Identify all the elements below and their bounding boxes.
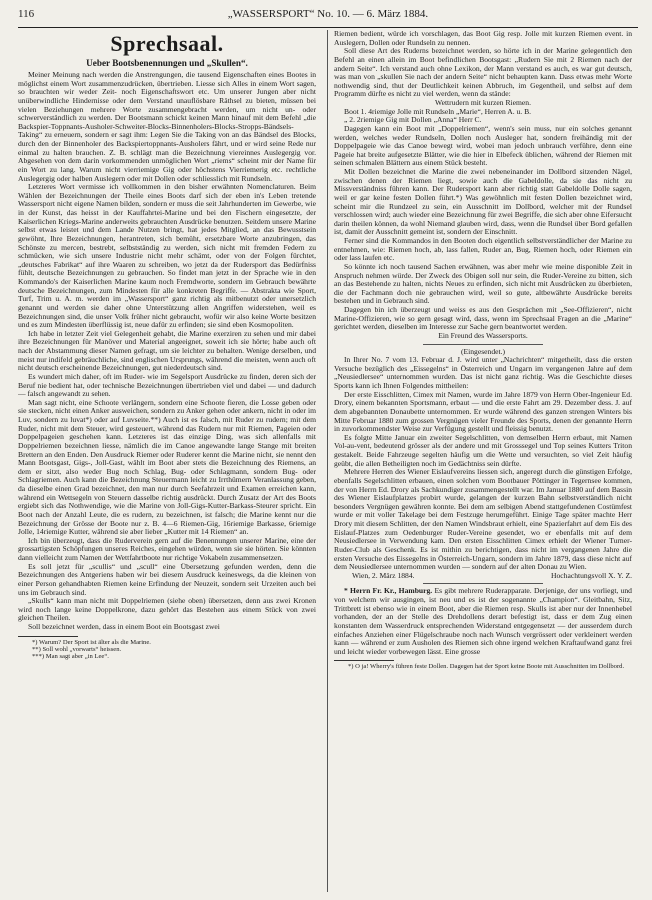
paragraph: Soll bezeichnet werden, dass in einem Boot ein Bootsgast zwei bbox=[28, 622, 220, 631]
race-item: „ 2. 2riemige Gig mit Dollen „Anna“ Herr C. bbox=[344, 115, 482, 125]
signature-closing: Hochachtungsvoll X. Y. Z. bbox=[551, 570, 632, 580]
paragraph: „Skulls“ kann man nicht mit Doppelriemen (siehe oben) übersetzen, denn aus zwei Kronen wird noch lange keine Doppelkrone, dazu gehört das Bestehen aus einem Stück von zwei gleichen Theilen. bbox=[18, 596, 316, 623]
section-title: Sprechsaal. bbox=[110, 31, 224, 56]
page-number: 116 bbox=[18, 8, 35, 20]
footnote: ***) Man sagt aber „in Lee“. bbox=[32, 653, 109, 661]
race-item: Boot 1. 4riemige Jolle mit Rundseln „Marie“, Herren A. u. B. bbox=[344, 106, 532, 116]
entry-title: * Herrn Fr. Kr., Hamburg. bbox=[344, 586, 433, 596]
article-title: Ueber Bootsbenennungen und „Skullen“. bbox=[86, 58, 248, 68]
paragraph: Letzteres Wort vermisse ich vollkommen in den bisher erwähnten Nomenclaturen. Beim Wählen der Bezeichnungen der Theile eines Boots darf sich der eben in's Leben tretende Wassersport nicht eigene Namen bilden, sondern er muss die seit Jahrhunderten im Gewerbe, wie in der Kunst, das heisst in der Kauffahrtei-Marine und bei den Fischern eingesetzte, der Kaiserlichen Kriegs-Marine anderweits gebrauchten Ausdrücke benutzen. Seitdem unsere Marine selbst etwas leistet und dem Lande Nutzen bringt, hat jedes Mitglied, an das Bewusstsein gewöhnt, Ihre Bezeichnungen, herantreten, sich bemüht, ersetzbare Worte anzubringen, das Schönste zu mercen, bestrebt, selbstständig zu werden, sich nicht mit fremden Federn zu schmücken, wie sich unsere Industrie nicht mehr schämt, oder von der Folgen fürchtet, „deutsches Fabrikat“ auf ihre Waaren zu schreiben, wo jetzt da der Rudersport das Bedürfniss fühlt, deutsche Bezeichnungen zu gebrauchen. So findet man jetzt in der Sprache wie in den Kommando's der Kaiserlichen Marine kaum noch Fremdworte, sondern im Gebrauch bewährte deutsche Bezeichnungen, zum Mindesten für alle konkreten Begriffe. — Abstrakta wie Sport, Turf, Trim u. A. m. werden im „Wassersport“ ganz richtig als mitbenutzt oder unersetzlich genannt und werden sie daher ohne Unterstützung allen Angriffen widerstehen, weil es Bezeichnungen sind, die unser Volk früher nicht gebraucht, wofür wir also keine Worte besitzen und es zum Mindesten überflüssig ist, neue dafür zu erfinden; sie sind eben Kosmopoliten. bbox=[18, 182, 316, 330]
paragraph: Mehrere Herren des Wiener Eislaufvereins liessen sich, angeregt durch die günstigen Erfolge, ebenfalls Segelschlitten erbauen, einen solchen vom Bootbauer Pöttinger in Tegernsee kommen, der von Herrn Ed. Drory als Sachkundiger zusammengestellt war. Im Januar 1880 auf dem Bassin des Wiener Eislaufplatzes probirt wurde, gelangen der kurzen Bahn selbstverständlich nicht besonders Vergnügen gewähren konnte. Bei dem am selbigen Abend stattgefundenen Costümfest wurde er mit voller Takelage bei dem Festzuge herumgeführt. Einige Tage später machte Herr Drory mit diesem Schlitten, der den Namen Windsbraut erhielt, eine Spazierfahrt auf dem Eis des Eislauf-Platzes zum Oedenburger Ruder-Vereine gesendet, wo er ebenfalls mit auf dem Neusiedlersee in Verwendung kam. Den ersten Eisschlitten Cimex erhielt der Wiener Turner-Ruder-Club als Geschenk. Es ist mithin zu berichtigen, dass nicht im vergangenen Jahre die ersten Versuche des Eissegelns in Österreich-Ungarn, sondern im Jahre 1879, dass diese nicht auf dem Neusiedlersee unternommen wurden — sondern auf der alten Donau zu Wien. bbox=[334, 467, 632, 572]
signature: Ein Freund des Wassersports. bbox=[438, 330, 528, 340]
paragraph: Dagegen bin ich überzeugt und weiss es aus den Gesprächen mit „See-Offizieren“, nicht Marine-Offizieren, wie so gern gesagt wird, dass, wenn im Sprechsaal Fragen an die „Marine“ gerichtet werden, dieselben im Interesse zur Sache gern beantwortet werden. bbox=[334, 305, 632, 332]
right-column bbox=[334, 30, 632, 892]
paragraph: Riemen bedient, würde ich vorschlagen, das Boot Gig resp. Jolle mit kurzen Riemen event. in Auslegern, Dollen oder Rundseln zu nennen. bbox=[334, 30, 632, 47]
paragraph: In Ihrer No. 7 vom 13. Februar d. J. wird unter „Nachrichten“ mitgetheilt, dass die ersten Versuche bezüglich des „Eissegelns“ in Österreich und Ungarn im vergangenen Jahre auf dem „Neusiedlersee“ unternommen wurden. Das ist nicht ganz richtig. Was die Geschichte dieses Sports kann ich Ihnen Folgendes mittheilen: bbox=[334, 355, 632, 390]
header-rule bbox=[18, 27, 638, 28]
paragraph: Ich bin überzeugt, dass die Ruderverein gern auf die Benennungen unserer Marine, eine der grossartigsten Schöpfungen unseres Reiches, eingehen würden, wenn sie sie hörten. Sie könnten dann vielleicht zum Namen der Wettfahrtboote nur richtige Vokabeln zusammensetzen. bbox=[18, 535, 316, 562]
signature-line bbox=[334, 572, 632, 581]
paragraph: Es wundert mich daher, oft im Ruder- wie im Segelsport Ausdrücke zu finden, deren sich der Beruf nie bedient hat, oder technische Bezeichnungen übertrieben viel und dabei — und dadurch — falsch angewandt zu sehen. bbox=[18, 371, 316, 399]
paragraph: Dagegen kann ein Boot mit „Doppelriemen“, wenn's sein muss, nur ein solches genannt werden, welches weder Rundseln, Dollen noch Ausleger hat, sondern freihändig mit der Doppelpageie wie das Canoe bewegt wird, wobei man jedoch unbrauch verführe, denn eine Pageie hat breite aufgesetzte Blätter, wie die hier in Elbefeck üblichen, während der Riemen mit seinen schmalen Blättern aus einem Stück besteht. bbox=[334, 123, 632, 168]
footnote-rule bbox=[334, 660, 394, 661]
paragraph: Es soll jetzt für „scullis“ und „scull“ eine Übersetzung gefunden werden, denn die Bezeichnungen des Antgeriens haben wir bei diesem Ausdruck keineswegs, da die kleinen von einer Person gehandhabten Riemen keine Erfindung der Neuzeit, sondern seit Urzeiten auch bei uns im Gebrauch sind. bbox=[18, 561, 316, 597]
paragraph: Mit Dollen bezeichnet die Marine die zwei nebeneinander im Dollbord sitzenden Nägel, zwischen denen der Riemen liegt, sowie auch die Gabeldolle, da sie das nicht zu Missverständniss führen kann. Der Rudersport kann aber richtig statt Gabeldolle Dolle sagen, weil er gar keine festen Dollen führt.*) Was gewöhnlich mit festen Dollen bezeichnet wird, scheint mir die Rundzeel zu sein, ein Ausschnitt im Dollbord, welcher mit der Rundsel verschlossen wird; auch wieder eine Bezeichnung für zwei Begriffe, die sich aber ohne Eifersucht darin theilen können, da wohl Niemand glauben wird, dass, wenn die Rundsel über Bord gefallen ist, damit der Ausschnitt gemeint ist, sondern der Einschnitt. bbox=[334, 167, 632, 237]
signature-place-date: Wien, 2. März 1884. bbox=[352, 570, 415, 580]
section-rule bbox=[423, 583, 543, 584]
paragraph: Ferner sind die Kommandos in den Booten doch eigentlich selbstverständlicher der Marine zu entnehmen, wie: Riemen hoch, ab, lass fallen, Ruder an, Bug, Riemen hoch, oder Riemen ein oder lass laufen etc. bbox=[334, 236, 632, 263]
paragraph: Der erste Eisschlitten, Cimex mit Namen, wurde im Jahre 1879 von Herrn Ober-Ingenieur Ed. Drory, einem bekannten Sportsmann, erbaut — und die erste Fahrt am 29. Dezember dess. J. auf dem abgebannten Donaubette unternommen. Er wurde während des ganzen strengen Winters bis Mitte Februar 1880 zum grossen Vergnügen vieler Freunde des Sports, denen der genannte Herrn in zuvorkommendster Weise zur Verfügung gestellt und fleissig benutzt. bbox=[334, 389, 632, 434]
entry-text: Es gibt mehrere Ruderapparate. Derjenige, der uns vorliegt, und von welchem wir ausgingen, ist neu und es ist der sogenannte „Champion“. Gleitbahn, Sitz, Trittbrett ist ebenso wie in einem Boot, aber die Riemen resp. Skulls ist aber nur der Innenhebel vorhanden, der an der Stelle des Drehdollens derart befestigt ist, dass er dem Zug einen konstanten dem Wasserdruck entsprechenden Widerstand entgegensetzt — der ausserdem durch einfaches Anziehen einer Flügelschraube noch nach Wunsch vergrössert oder verkleinert werden kann — während er zum Ausholen des Riemen sich ohne irgend welchen Kraftaufwand ganz frei und leicht wieder vorbewegen lässt. Eine grosse bbox=[334, 586, 632, 656]
paragraph: Soll diese Art des Ruderns bezeichnet werden, so hörte ich in der Marine gelegentlich den Befehl an einen allein im Boot befindlichen Bootsgast: „Rudern Sie mit 2 Riemen nach der andern Seite“. Ich verstand auch ohne Lexikon, der Mann verstand es auch, es war gut deutsch, was man von „skullen Sie nach der andern Seite“ nicht behaupten kann. Dass etwas mehr Worte nothwendig sind, thut der Deutlichkeit keinen Abbruch, im Gegentheil, und selbst auf dem Programm dürfte es nicht zu viel werden, wenn da stände: bbox=[334, 46, 632, 99]
running-title: „WASSERSPORT“ No. 10. — 6. März 1884. bbox=[227, 8, 429, 20]
correspondence-entry bbox=[334, 587, 632, 656]
footnote: **) Soll wohl „vorwarts“ heissen. bbox=[32, 646, 122, 654]
footnote: *) O ja! Wherry's führen feste Dollen. Dagegen hat der Sport keine Boote mit Ausschnitten im Dollbord. bbox=[348, 663, 625, 671]
race-heading: Wettrudern mit kurzen Riemen. bbox=[435, 98, 531, 107]
paragraph: Es folgte Mitte Januar ein zweiter Segelschlitten, von demselben Herrn erbaut, mit Namen Vol-au-vent, bedeutend grösser als der andere und mit Grosssegel und Top seines Kutters Triton gestakelt. Beide Fahrzeuge segelten häufig um die Wette und versuchten, so viel Zeit häufig geübt, die allen Betheiligten noch im Gedächtniss sein dürfte. bbox=[334, 432, 632, 468]
footnote-rule bbox=[18, 636, 78, 637]
left-column bbox=[18, 30, 316, 892]
page-header bbox=[18, 8, 638, 24]
submitted-label: (Eingesendet.) bbox=[460, 346, 506, 356]
column-divider bbox=[327, 30, 328, 892]
paragraph: Ich habe in letzter Zeit viel Gelegenheit gehabt, die Marine exerziren zu sehen und mir dabei ihre Bezeichnungen für Manöver und Material angeeignet, soweit ich sie hörte; habe auch oft nach der Abstammung dieser Namen gefragt, um sie leichter zu behalten. Wenige derselben, und meist nur indifeld gebräuchliche, sind englischen Ursprungs, während die meisten, wenn auch oft nicht deutsch erscheinende Bezeichnungen, gut niederdeutsch sind. bbox=[18, 328, 316, 373]
section-rule bbox=[423, 344, 543, 345]
paragraph: Meiner Meinung nach werden die Anstrengungen, die tausend Eigenschaften eines Bootes in möglichst einem Wort zusammenzudrücken, übertrieben. Liesse sich Alles in einem Wort sagen, so brauchten wir weder Zeit- noch Eigenschaftswort etc. Um unserer Jungen aber nicht unüberwindliche Hindernisse oder dem Verstand unauflösbare Räthsel zu bieten, müssen bei vielen Beziehungen mehrere Worte zusammengebracht werden, um nicht un- oder schwerverständlich zu werden. Der Bootsmann schickt keinen Mann hinauf mit dem Befehl „die Backspier-Toppnants-Ausholer-Schweiter-Blocks-Binnenholers-Blocks-Stropps-Bändsels-Taking“ zu erneuern, sondern er sagt ihm: Legen Sie die Taking von an das Bändsel des Blocks, durch den der Binnenholer des Backspiertoppnants-Ausholers fährt, und er wird seine Rede nur einmal zu halten brauchen. Z. B. schlägt man die Bezeichnung viereinnes Auslegergig vor. Abgesehen von dem darin vorkommenden unmöglichen Wort „riems“ scheint mir der Name für ein Wort zu lang. Warum nicht vierriemige Gig oder höchstens Vierriemerig etc. rechtliche Auslegergig oder halben Auslegern oder mit Dollen oder schliesslich mit Rundseln. bbox=[18, 70, 316, 183]
paragraph: So könnte ich noch tausend Sachen erwähnen, was aber mehr wie meine disponible Zeit in Anspruch nehmen würde. Der Zweck des Obigen soll nur sein, die Ruder-Vereine zu bitten, sich an das Bestehende zu halten, nichts Neues zu erfinden, sich nicht mit Ausdrücken zu überbieten, die der Fachmann doch nie gebrauchen wird, weil so gute, altbewährte Ausdrücke bereits bestehen und in Gebrauch sind. bbox=[334, 261, 632, 306]
footnote: *) Warum? Der Sport ist älter als die Marine. bbox=[32, 638, 151, 646]
paragraph: Man sagt nicht, eine Schoote verlängern, sondern eine Schoote fieren, die Losse geben oder sie stecken, nicht einen Anker ausweichen, sondern zu Anker gehen oder ankern, nicht in oder im Luv, sondern zu luvat*) oder auf Luvseite.**) Auch ist es falsch, mit Ruder zu rudern; mit dem Ruder, nicht mit dem Steuer, wird gesteuert, während das Rudern nur mit Riemen, Pageien oder Doppelpageien geschehen kann. Letzteres ist das einzige Ding, was sich allenfalls mit Doppelriemen bezeichnen liesse, nämlich die im Canoe angewandte lange Stange mit breiten Brettern an den Enden. Den Ausdruck Riemer oder Ruderer kennt die Marine nicht, sie nennt den Mann Bootsgast, Gigs-, Joll-Gast, wählt im Boot aber stets die Bezeichnung des Riemens, an dem er sitzt, also weder Bug noch Schlag, Bug- oder Schlagmann, sondern Bug- oder Schlagriemen. Auch kann die Bezeichnung Steuermann leicht zu Irrthümern Veranlassung geben, da dieselbe einen Grad bezeichnet, den man nur durch Seefahrzeit und Examen erreichen kann, während ein Wettsegeln von Steuern dasselbe richtig ausdrückt. Durch Zusatz der Art des Boots ergiebt sich das Nothwendige, wie die Marine von Joll-Gigs-Kutter-Barkass-Steurer spricht. Ein Boot nach der Anzahl Leute, die es rudern, zu bezeichnen, ist falsch; die Marine kennt nur die Bezeichnung der Grösse der Boote nur z. B. 4—6 Riemen-Gig, 16riemige Barkasse, 6riemige Jolle, 14riemige Kutter, während sie aber lieber „Kutter mit 14 Riemen“ an. bbox=[18, 397, 316, 537]
